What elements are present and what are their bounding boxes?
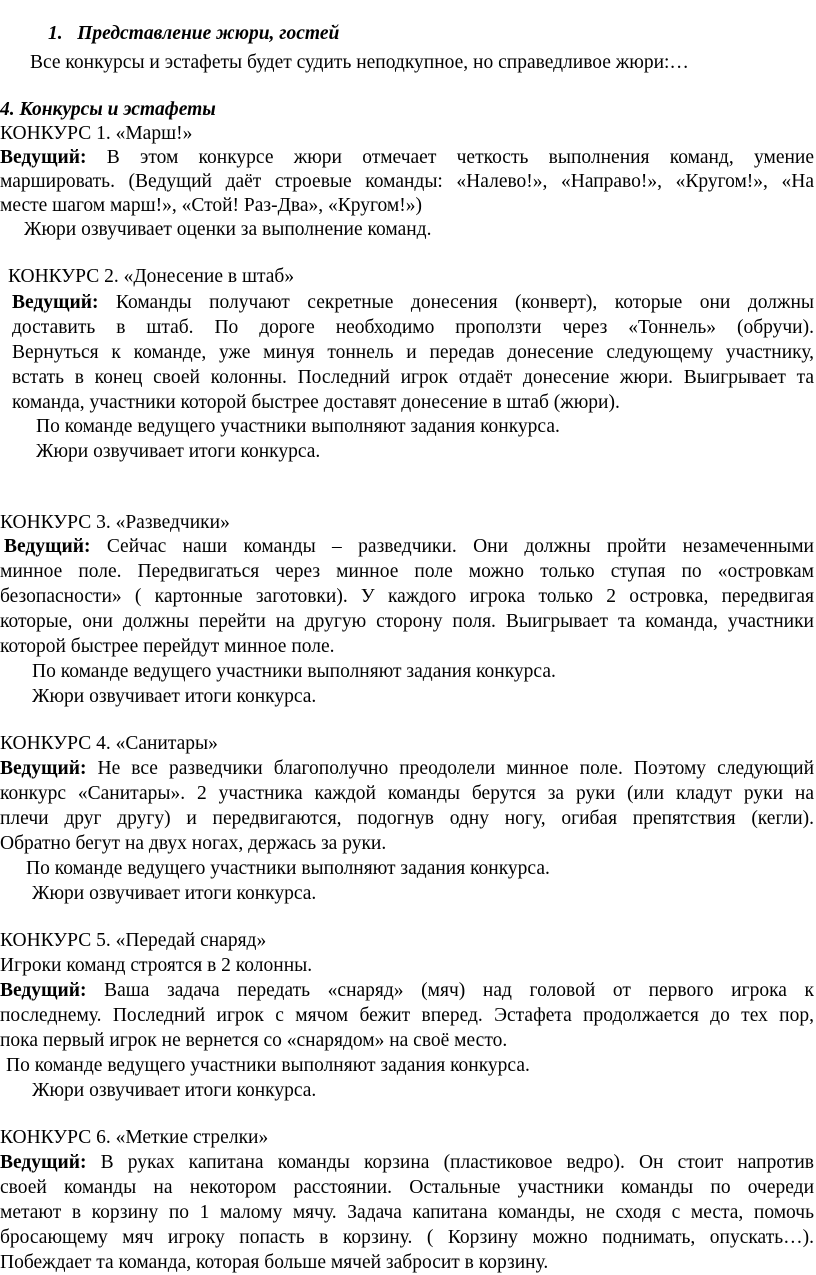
contest-3-line-4: которые, они должны перейти на другую сторону поля. Выигрывает та команда, участники: [0, 611, 814, 632]
contest-6-line-5: Побеждает та команда, которая больше мячей забросит в корзину.: [0, 1252, 549, 1273]
contest-2-line-5: команда, участники которой быстрее доставят донесение в штаб (жюри).: [12, 392, 620, 413]
contest-2-line-3: Вернуться к команде, уже минуя тоннель и передав донесение следующему участнику,: [12, 342, 814, 363]
contest-6-line-1: [0, 1151, 814, 1175]
contest-4-line-2: конкурс «Санитары». 2 участника каждой команды берутся за руки (или кладут руки на: [0, 783, 814, 804]
contest-4-outro-1: По команде ведущего участники выполняют задания конкурса.: [26, 858, 550, 879]
contest-6-title: КОНКУРС 6. «Меткие стрелки»: [0, 1127, 269, 1148]
contest-4-text: Не все разведчики благополучно преодолели минное поле. Поэтому следующий: [97, 758, 814, 779]
contest-5-line-1: [0, 979, 814, 1003]
contest-1-outro: Жюри озвучивает оценки за выполнение команд.: [24, 219, 432, 240]
contest-1-title: КОНКУРС 1. «Марш!»: [0, 123, 193, 144]
contest-2-outro-1: По команде ведущего участники выполняют задания конкурса.: [36, 416, 560, 437]
contest-2-line-2: доставить в штаб. По дороге необходимо проползти через «Тоннель» (обручи).: [12, 317, 814, 338]
contest-6-line-3: метают в корзину по 1 малому мячу. Задача капитана команды, не сходя с места, помочь: [0, 1202, 814, 1223]
contest-2-line-4: встать в конец своей колонны. Последний игрок отдаёт донесение жюри. Выигрывает та: [12, 367, 814, 388]
contest-5-text: Ваша задача передать «снаряд» (мяч) над головой от первого игрока к: [104, 980, 815, 1001]
contest-3-line-2: минное поле. Передвигаться через минное поле можно только ступая по «островкам: [0, 561, 814, 582]
contest-1-text: В этом конкурсе жюри отмечает четкость выполнения команд, умение: [106, 147, 814, 168]
contest-6-line-4: бросающему мяч игроку попасть в корзину. ( Корзину можно поднимать, опускать…).: [0, 1227, 814, 1248]
contest-3-text: Сейчас наши команды – разведчики. Они должны пройти незамеченными: [106, 536, 814, 557]
section-1-heading: [48, 22, 339, 46]
contest-4-title: КОНКУРС 4. «Санитары»: [0, 733, 218, 754]
contest-3-line-1: [4, 535, 814, 559]
contest-5-intro: Игроки команд строятся в 2 колонны.: [0, 955, 313, 976]
section-1-title: Представление жюри, гостей: [77, 23, 340, 44]
contest-5-line-2: последнему. Последний игрок с мячом бежит вперед. Эстафета продолжается до тех пор,: [0, 1005, 814, 1026]
host-label: Ведущий:: [4, 536, 91, 557]
contest-1-line-3: месте шагом марш!», «Стой! Раз-Два», «Кругом!»): [0, 195, 422, 216]
contest-3-outro-1: По команде ведущего участники выполняют задания конкурса.: [32, 661, 556, 682]
contest-3-line-5: которой быстрее перейдут минное поле.: [0, 636, 335, 657]
contest-6-text: В руках капитана команды корзина (пластиковое ведро). Он стоит напротив: [100, 1152, 815, 1173]
contest-2-outro-2: Жюри озвучивает итоги конкурса.: [36, 441, 321, 462]
contest-1-line-1: [0, 146, 814, 170]
contest-4-outro-2: Жюри озвучивает итоги конкурса.: [32, 883, 317, 904]
contest-3-line-3: безопасности» ( картонные заготовки). У каждого игрока только 2 островка, передвигая: [0, 586, 814, 607]
contest-4-line-3: плечи друг другу) и передвигаются, подогнув одну ногу, огибая препятствия (кегли).: [0, 808, 814, 829]
host-label: Ведущий:: [0, 758, 87, 779]
contest-2-line-1: [12, 291, 814, 315]
contest-5-outro-2: Жюри озвучивает итоги конкурса.: [32, 1080, 317, 1101]
contest-1-line-2: маршировать. (Ведущий даёт строевые команды: «Налево!», «Направо!», «Кругом!», «На: [0, 171, 814, 192]
contest-6-line-2: своей команды на некотором расстоянии. Остальные участники команды по очереди: [0, 1177, 814, 1198]
contest-2-text: Команды получают секретные донесения (конверт), которые они должны: [115, 292, 814, 313]
contest-2-title: КОНКУРС 2. «Донесение в штаб»: [8, 266, 295, 287]
host-label: Ведущий:: [0, 980, 87, 1001]
section-4-heading: 4. Конкурсы и эстафеты: [0, 99, 216, 120]
contest-4-line-4: Обратно бегут на двух ногах, держась за руки.: [0, 833, 387, 854]
host-label: Ведущий:: [0, 1152, 87, 1173]
contest-3-outro-2: Жюри озвучивает итоги конкурса.: [32, 686, 317, 707]
contest-4-line-1: [0, 757, 814, 781]
contest-5-title: КОНКУРС 5. «Передай снаряд»: [0, 930, 267, 951]
contest-5-line-3: пока первый игрок не вернется со «снарядом» на своё место.: [0, 1030, 508, 1051]
section-1-text: Все конкурсы и эстафеты будет судить неподкупное, но справедливое жюри:…: [30, 52, 689, 73]
section-1-number: 1.: [48, 23, 63, 44]
contest-3-title: КОНКУРС 3. «Разведчики»: [0, 512, 230, 533]
host-label: Ведущий:: [0, 147, 87, 168]
contest-5-outro-1: По команде ведущего участники выполняют задания конкурса.: [6, 1055, 530, 1076]
host-label: Ведущий:: [12, 292, 99, 313]
